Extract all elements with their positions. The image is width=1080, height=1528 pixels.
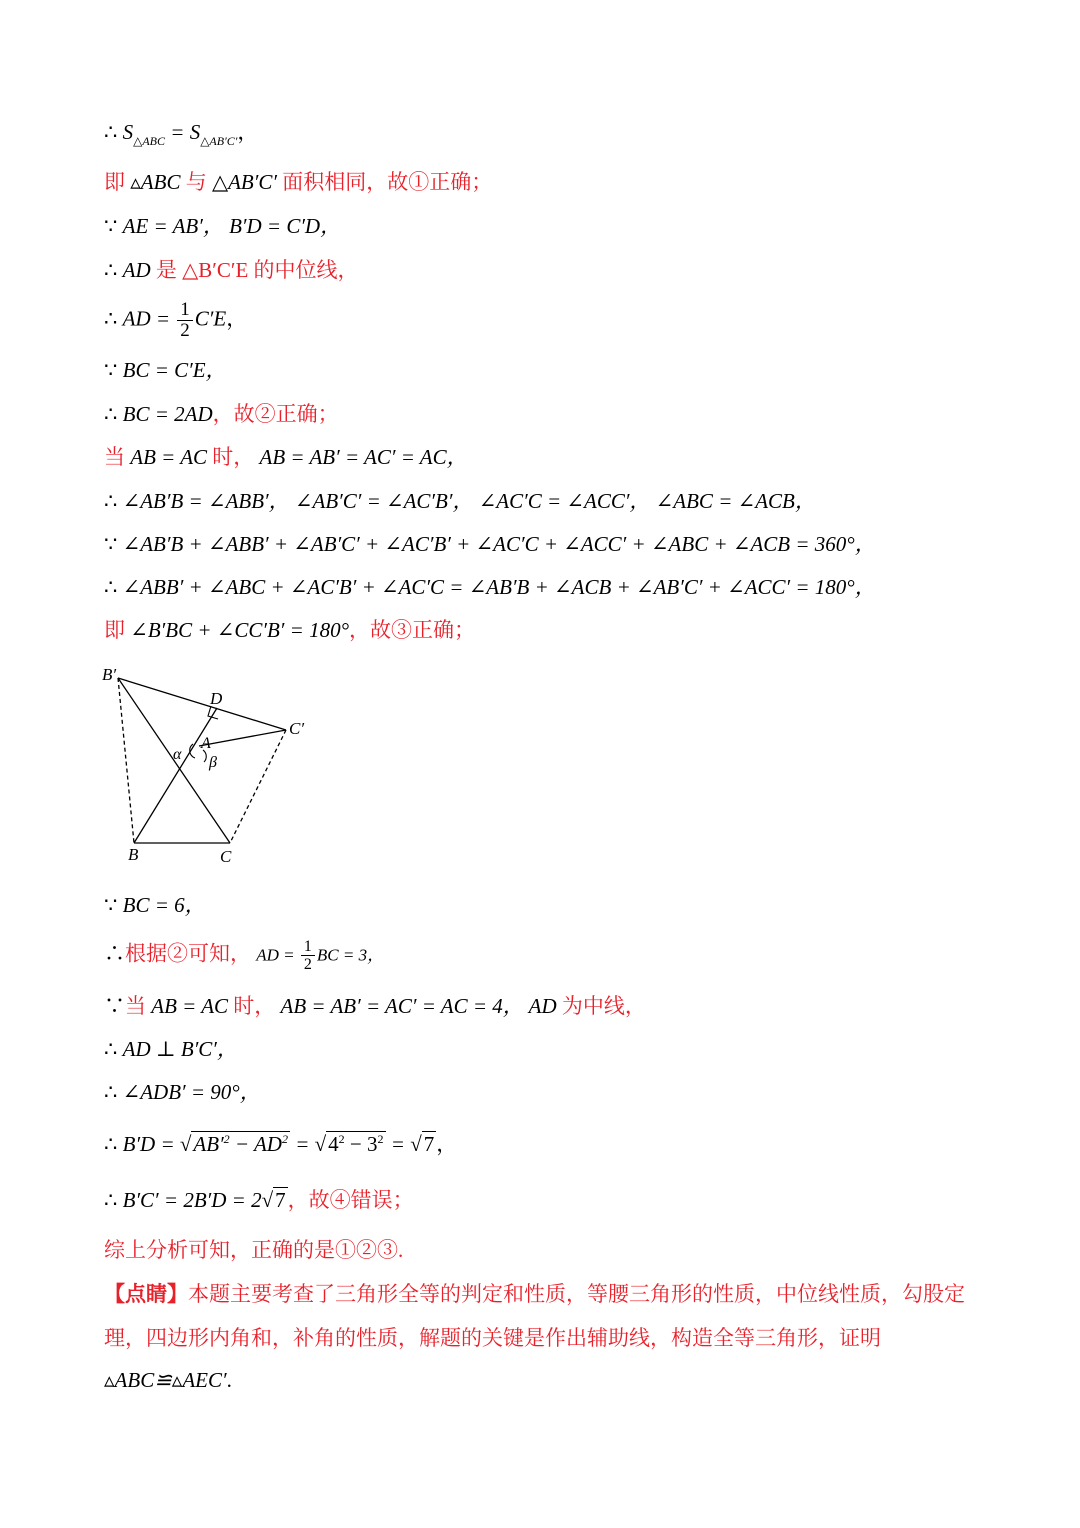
label-bprime: B′ bbox=[102, 665, 117, 684]
sqrt-expr: $√4^2 - 3^2$ bbox=[314, 1132, 384, 1156]
fraction: $\frac{1}{2}$ bbox=[301, 938, 315, 973]
label-d: D bbox=[210, 689, 223, 708]
sqrt-expr: $√AB'^2 - AD^2$ bbox=[179, 1132, 288, 1156]
line-ab-4: ∵当 AB = AC 时， AB = AB′ = AC′ = AC = 4， AD 为中线， bbox=[104, 994, 646, 1018]
line-note-end: ▵ABC≌▵AEC′. bbox=[104, 1368, 232, 1392]
segment-b-d bbox=[134, 708, 217, 843]
line-angles-equal: ∴ ∠AB′B = ∠ABB′， ∠AB′C′ = ∠AC′B′， ∠AC′C = ∠ACC′， ∠ABC = ∠ACB， bbox=[104, 489, 816, 513]
sqrt-expr: √7 bbox=[261, 1188, 286, 1212]
line-conclusion-4: ∴ B′C′ = 2B′D = 2√7，故④错误； bbox=[104, 1188, 414, 1212]
line-because-ae: ∵ AE = AB′， B′D = C′D， bbox=[104, 214, 342, 238]
label-a: A bbox=[201, 735, 211, 752]
geometry-figure bbox=[100, 660, 320, 870]
label-cprime: C′ bbox=[289, 719, 305, 738]
line-bc-ce: ∵ BC = C′E， bbox=[104, 358, 227, 382]
fraction: $\frac{1}{2}$ bbox=[177, 300, 193, 341]
line-ad-3: ∴根据②可知， AD = $\frac{1}{2}$ BC = 3， bbox=[104, 938, 385, 973]
label-b: B bbox=[128, 845, 139, 864]
line-midline: ∴ AD 是 △B′C′E 的中位线， bbox=[104, 258, 359, 282]
segment-a-cprime bbox=[199, 730, 286, 746]
line-bprime-d: ∴ $B'D = √AB'^2 - AD^2 = √4^2 - 3^2 = √7$， bbox=[104, 1132, 458, 1156]
line-angle-sum-360: ∵ ∠AB′B + ∠ABB′ + ∠AB′C′ + ∠AC′B′ + ∠AC′C + ∠ACC′ + ∠ABC + ∠ACB = 360°， bbox=[104, 532, 876, 556]
label-beta: β bbox=[209, 754, 217, 771]
line-area-equal: ∴ $S_{\triangle ABC} = S_{\triangle AB'C'}$， bbox=[104, 120, 259, 148]
line-angle-90: ∴ ∠ADB′ = 90°， bbox=[104, 1080, 261, 1104]
line-bc-6: ∵ BC = 6， bbox=[104, 893, 206, 917]
label-alpha: α bbox=[173, 746, 182, 763]
line-conclusion-2: ∴ BC = 2AD，故②正确； bbox=[104, 402, 339, 426]
segment-bprime-cprime bbox=[118, 678, 286, 730]
sqrt-expr: √7 bbox=[410, 1132, 435, 1156]
line-ad-half: ∴ AD = $\frac{1}{2}$ C′E， bbox=[104, 299, 248, 341]
comment-paragraph: 【点睛】本题主要考查了三角形全等的判定和性质，等腰三角形的性质，中位线性质，勾股定理，四边形内角和，补角的性质，解题的关键是作出辅助线，构造全等三角形，证明 bbox=[104, 1282, 965, 1350]
line-summary: 综上分析可知，正确的是①②③. bbox=[104, 1238, 404, 1262]
line-conclusion-1: 即 ▵ABC 与 △AB′C′ 面积相同，故①正确； bbox=[104, 170, 493, 194]
line-angle-sum-180: ∴ ∠ABB′ + ∠ABC + ∠AC′B′ + ∠AC′C = ∠AB′B + ∠ACB + ∠AB′C′ + ∠ACC′ = 180°， bbox=[104, 575, 876, 599]
label-c: C bbox=[220, 847, 232, 866]
math-expr: $S_{\triangle ABC} = S_{\triangle AB'C'}$ bbox=[122, 120, 238, 148]
comment-label: 【点睛】 bbox=[104, 1282, 188, 1306]
line-conclusion-3: 即 ∠B′BC + ∠CC′B′ = 180°，故③正确； bbox=[104, 618, 475, 642]
line-when-ab-ac: 当 AB = AC 时， AB = AB′ = AC′ = AC， bbox=[104, 445, 468, 469]
line-perpendicular: ∴ AD ⊥ B′C′， bbox=[104, 1037, 238, 1061]
dashed-segment-bprime-b bbox=[118, 678, 134, 843]
dashed-segment-cprime-c bbox=[230, 730, 286, 843]
